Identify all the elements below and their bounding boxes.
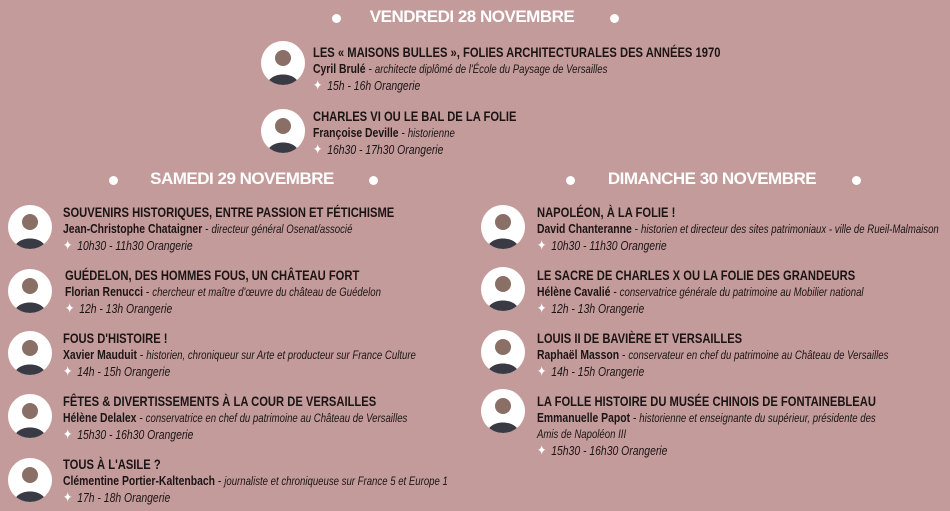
separator: -: [136, 347, 147, 362]
speaker-avatar: [8, 205, 52, 249]
event-title: TOUS À L'ASILE ?: [63, 456, 161, 472]
speaker-role: historien, chroniqueur sur Arte et producteur sur France Culture: [146, 348, 416, 362]
speaker-role: journaliste et chroniqueuse sur France 5 et Europe 1: [224, 474, 448, 488]
speaker-role-cont: Amis de Napoléon III: [537, 427, 627, 441]
bullet-dot: [566, 176, 575, 185]
separator: -: [631, 221, 642, 236]
star-icon: ✦: [63, 426, 73, 442]
separator: -: [619, 347, 629, 362]
day-label: SAMEDI 29 NOVEMBRE: [150, 169, 334, 188]
speaker-role: directeur général Osenat/associé: [211, 222, 353, 236]
speaker-name: Hélène Cavalié: [537, 284, 611, 299]
bullet-dot: [610, 14, 619, 23]
event-time: 12h - 13h Orangerie: [79, 301, 173, 316]
separator: -: [630, 410, 640, 425]
event-title: LOUIS II DE BAVIÈRE ET VERSAILLES: [537, 330, 743, 346]
separator: -: [365, 61, 375, 76]
star-icon: ✦: [63, 489, 73, 505]
speaker-role: historienne et enseignante du supérieur, présidente des: [639, 411, 876, 425]
bullet-dot: [852, 176, 861, 185]
speaker-role: architecte diplômé de l'École du Paysage de Versailles: [374, 62, 608, 76]
star-icon: ✦: [63, 237, 73, 253]
event-title: SOUVENIRS HISTORIQUES, ENTRE PASSION ET FÉTICHISME: [63, 204, 395, 220]
speaker-avatar: [261, 41, 305, 85]
event-time: 14h - 15h Orangerie: [77, 364, 171, 379]
separator: -: [398, 125, 408, 140]
speaker-avatar: [481, 267, 525, 311]
separator: -: [202, 221, 212, 236]
speaker-name: Florian Renucci: [65, 284, 144, 299]
star-icon: ✦: [537, 363, 547, 379]
bullet-dot: [369, 176, 378, 185]
event-title: LA FOLLE HISTOIRE DU MUSÉE CHINOIS DE FONTAINEBLEAU: [537, 393, 876, 409]
speaker-role: historien et directeur des sites patrimoniaux - ville de Rueil-Malmaison: [641, 222, 939, 236]
separator: -: [610, 284, 620, 299]
event-time: 16h30 - 17h30 Orangerie: [327, 142, 444, 157]
speaker-avatar: [8, 331, 52, 375]
speaker-avatar: [8, 394, 52, 438]
speaker-name: Hélène Delalex: [63, 410, 137, 425]
event-time: 15h - 16h Orangerie: [327, 78, 421, 93]
star-icon: ✦: [537, 300, 547, 316]
speaker-name: David Chanteranne: [537, 221, 632, 236]
speaker-name: Raphaël Masson: [537, 347, 620, 362]
event-time: 17h - 18h Orangerie: [77, 490, 171, 505]
speaker-avatar: [8, 458, 52, 502]
speaker-name: Emmanuelle Papot: [537, 410, 631, 425]
speaker-role: conservateur en chef du patrimoine au Château de Versailles: [628, 348, 889, 362]
speaker-role: historienne: [407, 126, 455, 140]
event-title: CHARLES VI OU LE BAL DE LA FOLIE: [313, 108, 517, 124]
speaker-avatar: [481, 330, 525, 374]
event-title: NAPOLÉON, À LA FOLIE !: [537, 204, 676, 220]
event-time: 12h - 13h Orangerie: [551, 301, 645, 316]
event-title: LE SACRE DE CHARLES X OU LA FOLIE DES GRANDEURS: [537, 267, 856, 283]
event-title: FOUS D'HISTOIRE !: [63, 330, 168, 346]
event-title: GUÉDELON, DES HOMMES FOUS, UN CHÂTEAU FORT: [65, 267, 360, 283]
star-icon: ✦: [65, 300, 75, 316]
event-title: LES « MAISONS BULLES », FOLIES ARCHITECTURALES DES ANNÉES 1970: [313, 44, 721, 60]
day-label: VENDREDI 28 NOVEMBRE: [369, 7, 575, 26]
star-icon: ✦: [537, 442, 547, 458]
day-label: DIMANCHE 30 NOVEMBRE: [607, 169, 817, 188]
separator: -: [143, 284, 153, 299]
speaker-name: Xavier Mauduit: [63, 347, 137, 362]
star-icon: ✦: [63, 363, 73, 379]
event-title: FÊTES & DIVERTISSEMENTS À LA COUR DE VERSAILLES: [63, 393, 377, 409]
bullet-dot: [109, 176, 118, 185]
event-time: 10h30 - 11h30 Orangerie: [551, 238, 667, 253]
separator: -: [215, 473, 225, 488]
speaker-avatar: [261, 109, 305, 153]
event-time: 15h30 - 16h30 Orangerie: [551, 443, 668, 458]
event-time: 15h30 - 16h30 Orangerie: [77, 427, 194, 442]
star-icon: ✦: [537, 237, 547, 253]
event-time: 14h - 15h Orangerie: [551, 364, 645, 379]
bullet-dot: [332, 14, 341, 23]
star-icon: ✦: [313, 141, 323, 157]
event-time: 10h30 - 11h30 Orangerie: [77, 238, 193, 253]
speaker-role: conservatrice générale du patrimoine au Mobilier national: [619, 285, 864, 299]
speaker-name: Jean-Christophe Chataigner: [63, 221, 203, 236]
speaker-avatar: [481, 389, 525, 433]
speaker-role: conservatrice en chef du patrimoine au Château de Versailles: [145, 411, 408, 425]
speaker-avatar: [481, 205, 525, 249]
speaker-role: chercheur et maître d'œuvre du château de Guédelon: [152, 285, 381, 299]
speaker-name: Françoise Deville: [313, 125, 399, 140]
star-icon: ✦: [313, 77, 323, 93]
speaker-avatar: [8, 269, 52, 313]
speaker-name: Clémentine Portier-Kaltenbach: [63, 473, 215, 488]
speaker-name: Cyril Brulé: [313, 61, 366, 76]
separator: -: [136, 410, 146, 425]
